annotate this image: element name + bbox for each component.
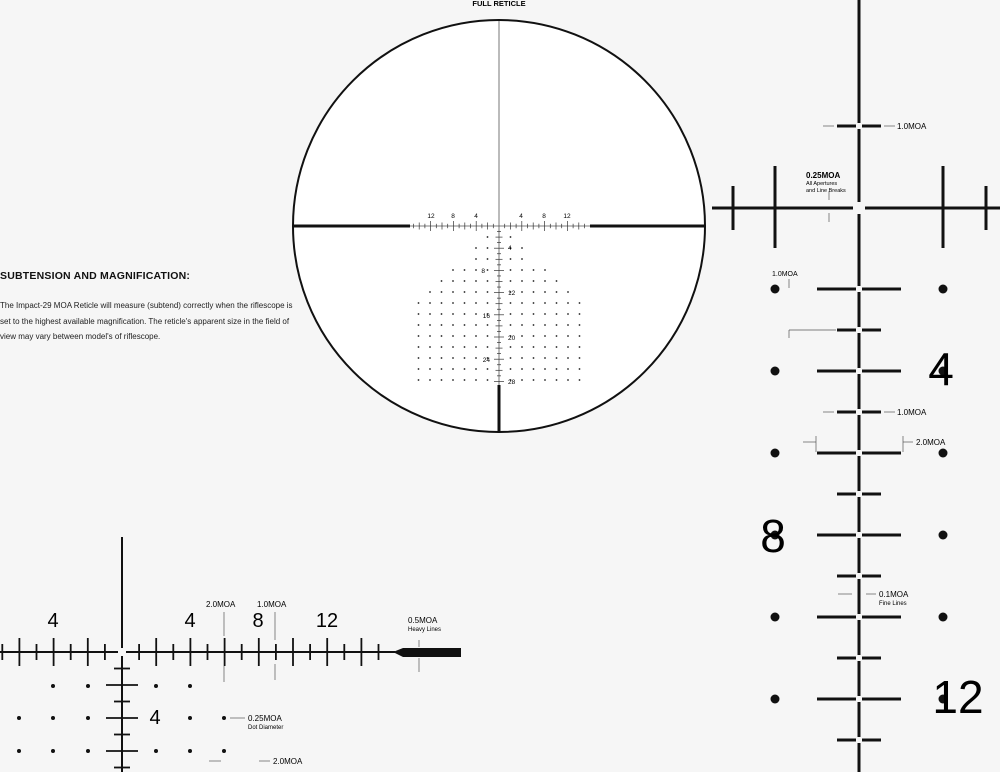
full-reticle-title: FULL RETICLE (472, 0, 526, 8)
holdover-dot (452, 357, 454, 359)
holdover-dot (475, 302, 477, 304)
holdover-dot (418, 346, 420, 348)
stadia-number-12: 12 (932, 671, 984, 723)
right-callouts (789, 126, 913, 594)
holdover-dot (475, 258, 477, 260)
holdover-dot (533, 379, 535, 381)
holdover-dot (429, 291, 431, 293)
holdover-dot (429, 302, 431, 304)
v-label-4: 4 (508, 245, 512, 252)
wind-dot (939, 449, 948, 458)
holdover-dot (533, 357, 535, 359)
v-label-24: 24 (482, 357, 490, 364)
holdover-dot (452, 291, 454, 293)
holdover-dot (556, 357, 558, 359)
holdover-dot (510, 236, 512, 238)
holdover-dot (533, 368, 535, 370)
holdover-dot (521, 324, 523, 326)
holdover-dot (418, 324, 420, 326)
holdover-dot (556, 346, 558, 348)
wind-dot (771, 695, 780, 704)
bottom-number-4-right: 4 (184, 610, 196, 632)
holdover-dot (544, 269, 546, 271)
holdover-dot (452, 269, 454, 271)
label-1moa-top: 1.0MOA (897, 122, 927, 131)
v-label-8: 8 (481, 268, 485, 275)
holdover-dot (567, 324, 569, 326)
wind-dot (939, 285, 948, 294)
holdover-dot (475, 368, 477, 370)
holdover-dot (533, 324, 535, 326)
bottom-heavy-line (393, 648, 461, 657)
holdover-dot (464, 324, 466, 326)
wind-dot (771, 613, 780, 622)
holdover-dot (487, 291, 489, 293)
holdover-dot (475, 280, 477, 282)
holdover-dot (579, 379, 581, 381)
holdover-dot (452, 335, 454, 337)
line-break (856, 286, 862, 292)
holdover-dot (429, 357, 431, 359)
holdover-dot (429, 313, 431, 315)
holdover-dot (533, 269, 535, 271)
label-line-breaks: and Line Breaks (806, 188, 846, 194)
wind-dot (771, 285, 780, 294)
line-break (856, 409, 862, 415)
center-aperture (853, 202, 865, 214)
holdover-dot (556, 302, 558, 304)
bottom-dot (17, 716, 21, 720)
bottom-dot (188, 749, 192, 753)
holdover-dot (567, 313, 569, 315)
holdover-dot (487, 335, 489, 337)
line-break (856, 573, 862, 579)
holdover-dot (567, 379, 569, 381)
bottom-dot (154, 749, 158, 753)
stadia-number-4: 4 (928, 343, 954, 395)
holdover-dot (567, 368, 569, 370)
holdover-dot (533, 280, 535, 282)
holdover-dot (579, 324, 581, 326)
holdover-dot (521, 379, 523, 381)
holdover-dot (464, 346, 466, 348)
holdover-dot (475, 379, 477, 381)
holdover-dot (429, 346, 431, 348)
h-label-8-left: 8 (451, 213, 455, 220)
bottom-dot (51, 716, 55, 720)
v-label-20: 20 (508, 335, 516, 342)
holdover-dot (487, 236, 489, 238)
right-detail (712, 0, 1000, 772)
bottom-dot (222, 749, 226, 753)
holdover-dot (441, 368, 443, 370)
holdover-dot (544, 280, 546, 282)
line-break (856, 123, 862, 129)
holdover-dot (544, 346, 546, 348)
bottom-number-4-vertical: 4 (149, 707, 161, 729)
holdover-dot (567, 346, 569, 348)
holdover-dot (556, 313, 558, 315)
label-heavy-lines: Heavy Lines (408, 627, 442, 633)
holdover-dot (521, 258, 523, 260)
holdover-dot (475, 335, 477, 337)
holdover-dot (487, 280, 489, 282)
holdover-dot (429, 324, 431, 326)
holdover-dot (544, 313, 546, 315)
holdover-dot (441, 291, 443, 293)
wind-dot (939, 613, 948, 622)
holdover-dot (418, 368, 420, 370)
holdover-dot (441, 335, 443, 337)
holdover-dot (510, 346, 512, 348)
holdover-dot (464, 291, 466, 293)
holdover-dot (452, 280, 454, 282)
label-025moa-aperture: 0.25MOA (806, 171, 841, 180)
holdover-dot (544, 379, 546, 381)
holdover-dot (487, 302, 489, 304)
holdover-dot (464, 357, 466, 359)
label-1moa-left: 1.0MOA (772, 271, 798, 278)
bottom-number-8: 8 (252, 610, 264, 632)
v-label-16: 16 (482, 313, 490, 320)
bottom-dot (17, 749, 21, 753)
h-label-8-right: 8 (542, 213, 546, 220)
bottom-callouts (209, 612, 419, 761)
holdover-dot (533, 291, 535, 293)
holdover-dot (452, 324, 454, 326)
holdover-dot (418, 357, 420, 359)
holdover-dot (452, 368, 454, 370)
holdover-dot (475, 291, 477, 293)
holdover-dot (556, 335, 558, 337)
holdover-dot (510, 313, 512, 315)
holdover-dot (544, 368, 546, 370)
holdover-dot (487, 368, 489, 370)
holdover-dot (475, 247, 477, 249)
holdover-dot (418, 313, 420, 315)
holdover-dot (487, 258, 489, 260)
holdover-dot (521, 247, 523, 249)
label-all-apertures: All Apertures (806, 181, 838, 187)
holdover-dot (441, 280, 443, 282)
label-2moa-top: 2.0MOA (206, 600, 236, 609)
holdover-dot (544, 291, 546, 293)
holdover-dot (544, 302, 546, 304)
line-break (856, 327, 862, 333)
holdover-dot (452, 313, 454, 315)
line-break (856, 450, 862, 456)
holdover-dot (429, 368, 431, 370)
bottom-dot (86, 684, 90, 688)
holdover-dot (418, 335, 420, 337)
holdover-dot (429, 379, 431, 381)
holdover-dot (487, 324, 489, 326)
holdover-dot (521, 335, 523, 337)
label-dot-diameter: Dot Diameter (248, 725, 284, 731)
holdover-dot (464, 313, 466, 315)
line-break (856, 368, 862, 374)
line-break (856, 696, 862, 702)
holdover-dot (544, 324, 546, 326)
bottom-dot (188, 716, 192, 720)
line-break (856, 737, 862, 743)
bottom-dot (51, 684, 55, 688)
bottom-center-aperture (118, 648, 126, 656)
holdover-dot (464, 269, 466, 271)
label-1moa-top: 1.0MOA (257, 600, 287, 609)
line-break (856, 655, 862, 661)
holdover-dot (510, 258, 512, 260)
holdover-dot (487, 346, 489, 348)
holdover-dot (567, 291, 569, 293)
holdover-dot (556, 280, 558, 282)
holdover-dot (464, 302, 466, 304)
wind-dot (771, 449, 780, 458)
holdover-dot (579, 357, 581, 359)
line-break (856, 532, 862, 538)
holdover-dot (487, 269, 489, 271)
holdover-dot (579, 302, 581, 304)
holdover-dot (521, 357, 523, 359)
v-label-28: 28 (508, 379, 516, 386)
holdover-dot (464, 368, 466, 370)
label-1moa-mid: 1.0MOA (897, 408, 927, 417)
holdover-dot (464, 335, 466, 337)
bottom-dot (51, 749, 55, 753)
label-2moa: 2.0MOA (916, 438, 946, 447)
holdover-dot (418, 302, 420, 304)
bottom-dot (154, 684, 158, 688)
holdover-dot (556, 324, 558, 326)
holdover-dot (533, 346, 535, 348)
holdover-dot (464, 379, 466, 381)
line-break (856, 614, 862, 620)
holdover-dot (510, 280, 512, 282)
holdover-dot (510, 269, 512, 271)
holdover-dot (567, 357, 569, 359)
holdover-dot (521, 346, 523, 348)
holdover-dot (510, 357, 512, 359)
holdover-dot (567, 335, 569, 337)
subtension-body: The Impact-29 MOA Reticle will measure (subtend) correctly when the riflescope is set to the highest available magnification. The reticle's apparent size in the field of view may vary between model's of riflescope. (0, 301, 293, 341)
label-fine-lines: Fine Lines (879, 601, 907, 607)
holdover-dot (521, 313, 523, 315)
holdover-dot (441, 313, 443, 315)
h-label-4-right: 4 (519, 213, 523, 220)
holdover-dot (452, 302, 454, 304)
holdover-dot (441, 379, 443, 381)
bottom-detail (0, 537, 461, 772)
holdover-dot (567, 302, 569, 304)
holdover-dot (579, 313, 581, 315)
bottom-dot (86, 716, 90, 720)
label-2moa-bottom: 2.0MOA (273, 757, 303, 766)
holdover-dot (521, 280, 523, 282)
line-break (856, 491, 862, 497)
holdover-dot (521, 269, 523, 271)
holdover-dot (533, 313, 535, 315)
holdover-dot (544, 357, 546, 359)
label-05moa: 0.5MOA (408, 616, 438, 625)
holdover-dot (441, 346, 443, 348)
holdover-dot (579, 346, 581, 348)
holdover-dot (510, 302, 512, 304)
holdover-dot (544, 335, 546, 337)
holdover-dot (475, 269, 477, 271)
holdover-dot (487, 247, 489, 249)
holdover-dot (475, 357, 477, 359)
holdover-dot (452, 379, 454, 381)
bottom-number-4-left: 4 (47, 610, 59, 632)
holdover-dot (429, 335, 431, 337)
holdover-dot (418, 379, 420, 381)
v-label-12: 12 (508, 290, 516, 297)
stadia-number-8: 8 (760, 510, 786, 562)
holdover-dot (441, 324, 443, 326)
holdover-dot (533, 335, 535, 337)
holdover-dot (556, 379, 558, 381)
holdover-dot (452, 346, 454, 348)
holdover-dot (464, 280, 466, 282)
bottom-dot (188, 684, 192, 688)
h-label-12-right: 12 (563, 213, 571, 220)
h-label-12-left: 12 (427, 213, 435, 220)
holdover-dot (556, 291, 558, 293)
holdover-dot (521, 368, 523, 370)
bottom-dot (86, 749, 90, 753)
bottom-ticks (2, 638, 378, 768)
holdover-dot (533, 302, 535, 304)
holdover-dot (475, 324, 477, 326)
bottom-dot (222, 716, 226, 720)
holdover-dot (510, 368, 512, 370)
holdover-dot (487, 379, 489, 381)
holdover-dot (556, 368, 558, 370)
holdover-dot (475, 313, 477, 315)
label-01moa: 0.1MOA (879, 590, 909, 599)
label-025moa-dot: 0.25MOA (248, 714, 282, 723)
holdover-dot (521, 302, 523, 304)
holdover-dot (510, 324, 512, 326)
full-reticle (293, 20, 705, 432)
holdover-dot (579, 368, 581, 370)
holdover-dot (441, 302, 443, 304)
subtension-heading: SUBTENSION AND MAGNIFICATION: (0, 270, 191, 282)
wind-dot (939, 531, 948, 540)
h-label-4-left: 4 (474, 213, 478, 220)
holdover-dot (521, 291, 523, 293)
holdover-dot (441, 357, 443, 359)
bottom-number-12: 12 (315, 610, 339, 632)
holdover-dot (579, 335, 581, 337)
holdover-dot (475, 346, 477, 348)
wind-dot (771, 367, 780, 376)
